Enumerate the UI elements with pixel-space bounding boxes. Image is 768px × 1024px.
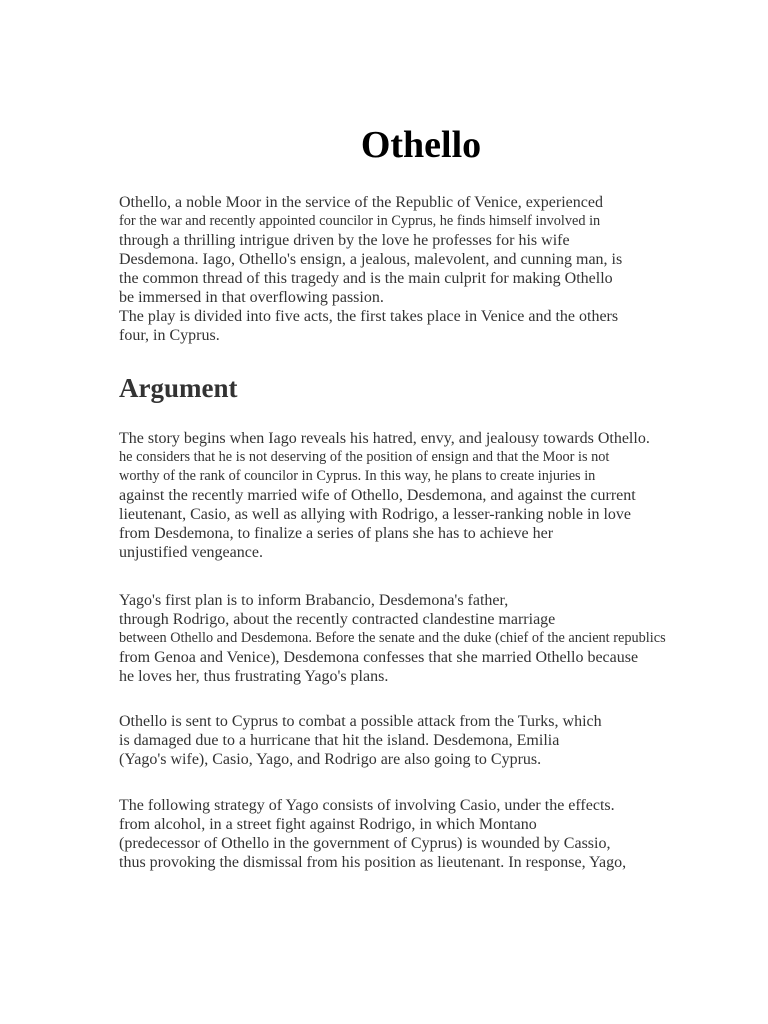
text-line: from alcohol, in a street fight against Rodrigo, in which Montano [119, 816, 537, 833]
argument-paragraph-3 [119, 712, 602, 769]
text-line: from Genoa and Venice), Desdemona confesses that she married Othello because [119, 649, 639, 666]
text-line: Othello is sent to Cyprus to combat a possible attack from the Turks, which [119, 713, 602, 730]
text-line: he loves her, thus frustrating Yago's plans. [119, 668, 389, 685]
argument-paragraph-2 [119, 591, 666, 686]
text-line: for the war and recently appointed councilor in Cyprus, he finds himself involved in [119, 213, 601, 229]
text-line: four, in Cyprus. [119, 327, 220, 344]
argument-paragraph-1 [119, 429, 650, 562]
text-line: through a thrilling intrigue driven by the love he professes for his wife [119, 232, 570, 249]
text-line: The story begins when Iago reveals his hatred, envy, and jealousy towards Othello. [119, 430, 650, 447]
text-line: lieutenant, Casio, as well as allying with Rodrigo, a lesser-ranking noble in love [119, 506, 632, 523]
text-line: unjustified vengeance. [119, 544, 263, 561]
text-line: is damaged due to a hurricane that hit the island. Desdemona, Emilia [119, 732, 560, 749]
text-line: from Desdemona, to finalize a series of plans she has to achieve her [119, 525, 554, 542]
text-line: Othello, a noble Moor in the service of the Republic of Venice, experienced [119, 194, 603, 211]
document-title: Othello [360, 124, 482, 166]
text-line: be immersed in that overflowing passion. [119, 289, 384, 306]
argument-paragraph-4 [119, 796, 626, 872]
text-line: (Yago's wife), Casio, Yago, and Rodrigo are also going to Cyprus. [119, 751, 542, 768]
text-line: thus provoking the dismissal from his position as lieutenant. In response, Yago, [119, 854, 627, 871]
intro-paragraph [119, 193, 622, 345]
text-line: against the recently married wife of Othello, Desdemona, and against the current [119, 487, 636, 504]
text-line: (predecessor of Othello in the government of Cyprus) is wounded by Cassio, [119, 835, 611, 852]
text-line: he considers that he is not deserving of the position of ensign and that the Moor is not [119, 449, 610, 465]
text-line: Desdemona. Iago, Othello's ensign, a jealous, malevolent, and cunning man, is [119, 251, 623, 268]
text-line: Yago's first plan is to inform Brabancio, Desdemona's father, [119, 592, 509, 609]
text-line: through Rodrigo, about the recently contracted clandestine marriage [119, 611, 556, 628]
section-heading: Argument [119, 373, 238, 403]
text-line: the common thread of this tragedy and is the main culprit for making Othello [119, 270, 613, 287]
text-line: The following strategy of Yago consists of involving Casio, under the effects. [119, 797, 615, 814]
text-line: worthy of the rank of councilor in Cyprus. In this way, he plans to create injuries in [119, 468, 596, 484]
text-line: The play is divided into five acts, the first takes place in Venice and the others [119, 308, 619, 325]
text-line: between Othello and Desdemona. Before the senate and the duke (chief of the ancient republics [119, 630, 666, 646]
